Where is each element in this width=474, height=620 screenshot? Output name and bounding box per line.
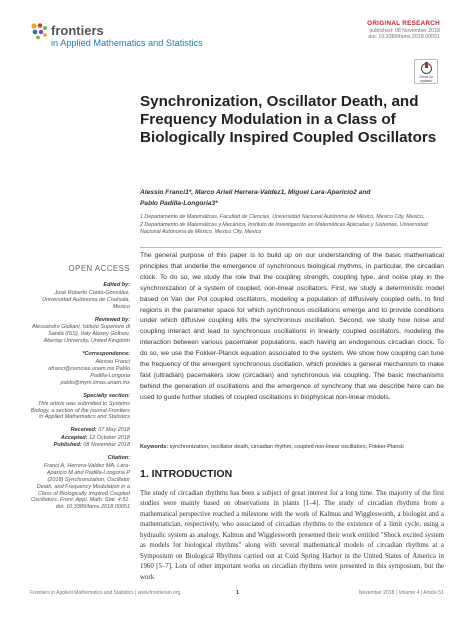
affiliation-2: 2 Departamento de Matemáticas y Mecánica, Instituto de Investigación en Matemáticas Aplicadas y Sistemas, Universidad Nacional Autónoma de México, Mexico City, Mexico xyxy=(140,221,428,235)
journal-name: in Applied Mathematics and Statistics xyxy=(51,38,203,48)
section-heading-introduction: 1. INTRODUCTION xyxy=(140,468,233,480)
accepted-date: 12 October 2018 xyxy=(89,434,130,441)
authors-line-2: Pablo Padilla-Longoria3* xyxy=(140,199,218,207)
footer-issue-info: November 2018 | Volume 4 | Article 51 xyxy=(358,590,444,596)
published-date: published: 08 November 2018 xyxy=(369,27,440,34)
received-date: 07 May 2018 xyxy=(98,427,130,434)
reviewed-by-label: Reviewed by: xyxy=(94,316,130,323)
citation-label: Citation: xyxy=(107,455,130,462)
edited-by-text: José Roberto Cantú-González, Universidad Autónoma de Coahuila, Mexico xyxy=(42,289,130,310)
keywords xyxy=(140,444,444,450)
introduction-text: The study of circadian rhythms has been a subject of great interest for a long time. The majority of the first studies were mainly based on observations in plants [1–4]. The study of circadian rhythms from a mathematical perspective reached a milestone with the work of Kalmus and Wigglesworth, a biologist and a mathematician, respectively, who associated of circadian rhythms to the existence of a limit cycle, using a hydraulic system as analogy. Kalmus and Wigglesworth presented their work entitled "Shock excited system as models for biological rhythms" along with several mathematical models of circadian rhythms at a Symposium on Biological Rhythms carried out at Cold Spring Harbor in the United States of America in 1960 [5–7]. Lots of other important works on circadian rhythms were presented in this symposium, but the work xyxy=(140,490,444,581)
specialty-label: Specialty section: xyxy=(83,392,130,399)
reviewed-by-block xyxy=(30,317,130,346)
citation-block xyxy=(30,455,130,511)
reviewed-by-text: Alessandro Giuliani, Istituto Superiore di Sanità (ISS), Italy Alexey Goltsov, Abertay University, United Kingdom xyxy=(32,324,130,345)
bookmark-icon xyxy=(425,62,428,68)
correspondence-text[interactable]: Alessio Franci afranci@ciencias.unam.mx Pablo Padilla-Longoria pablo@mym.iimas.unam.mx xyxy=(48,359,130,386)
article-sidebar xyxy=(30,266,130,517)
authors xyxy=(140,188,430,209)
doi-link[interactable]: doi: 10.3389/fams.2018.00051 xyxy=(368,34,440,41)
article-type: ORIGINAL RESEARCH xyxy=(367,20,440,27)
brand-name: frontiers xyxy=(51,23,104,38)
citation-text: Franci A, Herrera-Valdez MA, Lara-Aparicio M and Padilla-Longoria P (2018) Synchronization, Oscillator Death, and Frequency Modulation in a Class of Biologically Inspired Coupled Oscillators. Front. Appl. Math. Stat. 4:51. doi: 10.3389/fams.2018.00051 xyxy=(31,462,130,511)
title-divider xyxy=(140,247,442,248)
frontiers-logo[interactable] xyxy=(30,22,230,56)
accepted-label: Accepted: xyxy=(60,434,88,441)
check-updates-label: Check for updates xyxy=(418,75,434,83)
keywords-text: synchronization, oscillator death, circadian rhythm, coupled non-linear oscillators, Fokker-Planck xyxy=(169,444,404,450)
edited-by-label: Edited by: xyxy=(103,281,130,288)
specialty-block xyxy=(30,393,130,422)
keywords-label: Keywords: xyxy=(140,444,169,450)
published-date-sidebar: 08 November 2018 xyxy=(83,442,130,449)
page-number: 1 xyxy=(236,590,239,596)
correspondence-label: *Correspondence: xyxy=(82,351,130,358)
article-meta xyxy=(367,20,440,41)
open-access-label: OPEN ACCESS xyxy=(68,264,130,273)
page-footer xyxy=(30,590,444,598)
affiliation-1: 1 Departamento de Matemáticas, Facultad de Ciencias, Universidad Nacional Autónoma de México, Mexico City, Mexico, xyxy=(140,214,425,220)
abstract: The general purpose of this paper is to build up on our understanding of the basic mathematical principles that underlie the emergence of synchronous biological rhythms, in particular, the circadian clock. To do so, we study the role that the coupling strength, coupling type, and noise play in the synchronization of a system of coupled, non-linear oscillators. First, we study a deterministic model based on Van der Pol coupled oscillators, modeling a population of diffusively coupled cells, to find regions in the parameter space for which synchronous oscillations emerge and to provide conditions under which diffusive coupling kills the synchronous oscillation. Second, we study how noise and coupling interact and lead to synchronous oscillations in linearly coupled oscillators, modeling the interaction between various pacemaker populations, each having an endogenous circadian clock. To do so, we use the Fokker-Planck equation associated to the system. We show how coupling can tune the frequency of the emergent synchronous oscillation, which provides a general mechanism to make fast (ultradian) pacemakers slow (circadian) and synchronous via coupling. The basic mechanisms behind the generation of oscillations and the emergence of synchrony that we describe here can be used to guide further studies of coupled oscillations in biophysical non-linear models. xyxy=(140,252,444,401)
published-label: Published: xyxy=(53,442,82,449)
edited-by-block xyxy=(30,282,130,311)
specialty-text: This article was submitted to Systems Biology, a section of the journal Frontiers in Applied Mathematics and Statistics xyxy=(30,400,130,421)
check-updates-button[interactable] xyxy=(414,59,438,84)
frontiers-logo-icon xyxy=(30,22,48,40)
authors-line-1: Alessio Franci1*, Marco Arieli Herrera-Valdez1, Miguel Lara-Aparicio2 and xyxy=(140,189,371,196)
received-label: Received: xyxy=(70,427,97,434)
correspondence-block xyxy=(30,351,130,387)
dates-block xyxy=(30,427,130,449)
footer-journal-link[interactable]: Frontiers in Applied Mathematics and Statistics | www.frontiersin.org xyxy=(30,590,181,596)
affiliations xyxy=(140,214,440,236)
paper-title: Synchronization, Oscillator Death, and Frequency Modulation in a Class of Biologically Inspired Coupled Oscillators xyxy=(140,93,437,146)
